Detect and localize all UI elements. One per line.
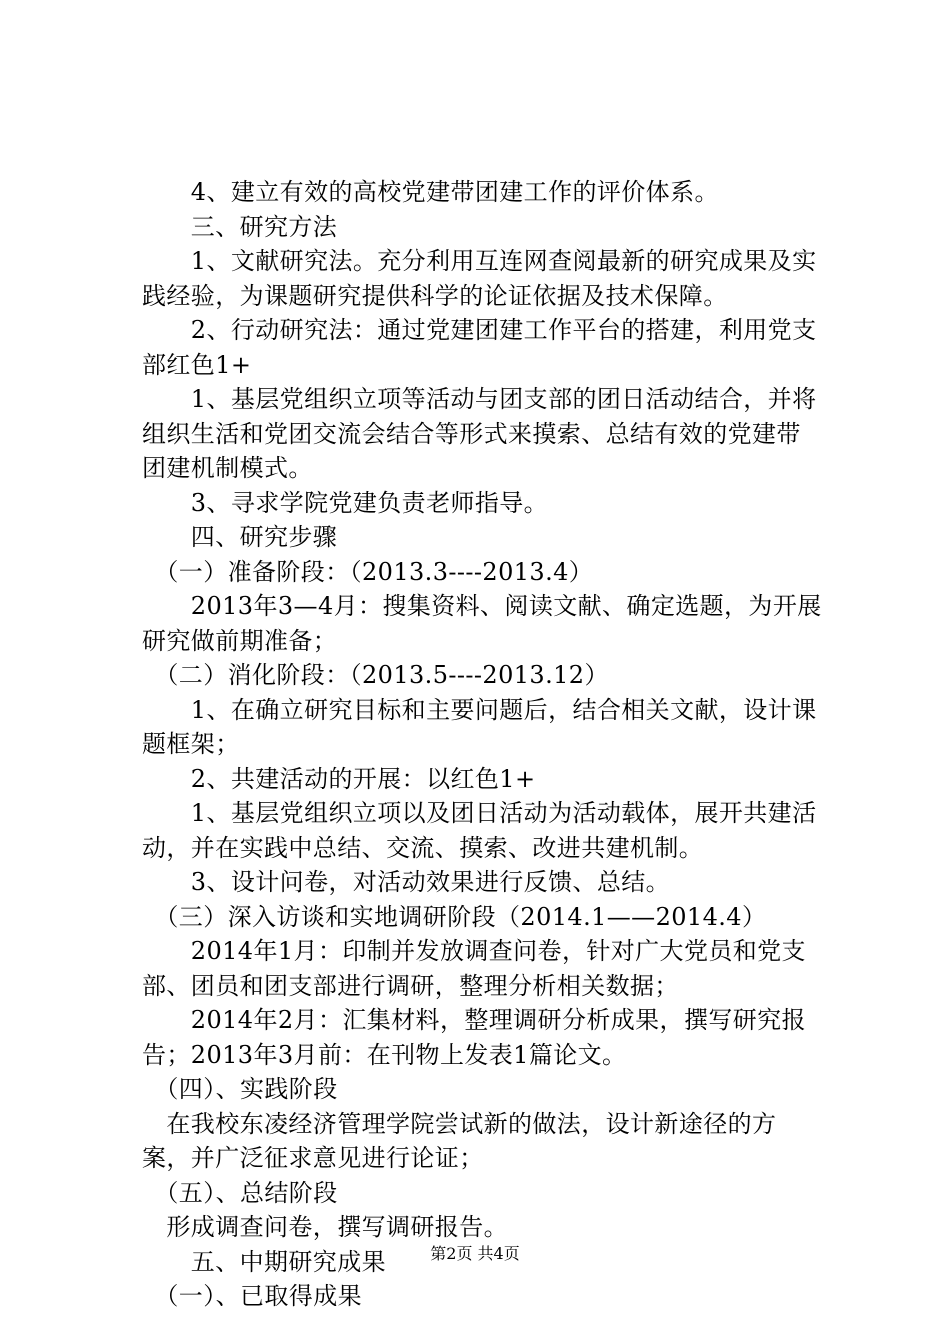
- subsection-heading: （一）、已取得成果: [142, 1282, 362, 1310]
- text-line: 践经验，为课题研究提供科学的论证依据及技术保障。: [142, 281, 728, 310]
- text-line: 部、团员和团支部进行调研，整理分析相关数据；: [142, 971, 679, 1000]
- text-line: 2014年1月：印制并发放调查问卷，针对广大党员和党支: [142, 937, 806, 965]
- text-line: 动，并在实践中总结、交流、摸索、改进共建机制。: [142, 833, 704, 862]
- subsection-heading: （一）准备阶段：（2013.3----2013.4）: [142, 557, 594, 586]
- text-line: 2、共建活动的开展：以红色1+: [142, 764, 536, 793]
- text-line: 4、建立有效的高校党建带团建工作的评价体系。: [142, 178, 719, 206]
- text-line: 组织生活和党团交流会结合等形式来摸索、总结有效的党建带: [142, 419, 801, 448]
- subsection-heading: （四）、实践阶段: [142, 1075, 338, 1103]
- text-line: 告；2013年3月前：在刊物上发表1篇论文。: [142, 1040, 627, 1069]
- text-line: 研究做前期准备；: [142, 626, 338, 655]
- text-line: 3、寻求学院党建负责老师指导。: [142, 488, 549, 517]
- subsection-heading: （二）消化阶段：（2013.5----2013.12）: [142, 661, 609, 689]
- text-line: 2、行动研究法：通过党建团建工作平台的搭建，利用党支: [142, 316, 817, 344]
- text-line: 2014年2月：汇集材料，整理调研分析成果，撰写研究报: [142, 1006, 806, 1034]
- section-heading: 四、研究步骤: [142, 523, 338, 551]
- text-line: 团建机制模式。: [142, 454, 313, 482]
- text-line: 案，并广泛征求意见进行论证；: [142, 1144, 484, 1172]
- text-line: 形成调查问卷，撰写调研报告。: [142, 1213, 508, 1241]
- subsection-heading: （五）、总结阶段: [142, 1178, 338, 1207]
- section-heading: 三、研究方法: [142, 212, 338, 241]
- text-line: 1、文献研究法。充分利用互连网查阅最新的研究成果及实: [142, 247, 817, 275]
- subsection-heading: （三）深入访谈和实地调研阶段（2014.1——2014.4）: [142, 902, 767, 931]
- text-line: 1、基层党组织立项以及团日活动为活动载体，展开共建活: [142, 799, 817, 827]
- text-line: 1、基层党组织立项等活动与团支部的团日活动结合，并将: [142, 385, 817, 413]
- text-line: 3、设计问卷，对活动效果进行反馈、总结。: [142, 868, 671, 896]
- text-line: 1、在确立研究目标和主要问题后，结合相关文献，设计课: [142, 695, 817, 724]
- text-line: 2013年3—4月：搜集资料、阅读文献、确定选题，为开展: [142, 592, 822, 620]
- section-heading: 五、中期研究成果: [142, 1247, 386, 1276]
- text-line: 题框架；: [142, 730, 240, 758]
- text-line: 在我校东凌经济管理学院尝试新的做法，设计新途径的方: [142, 1109, 777, 1138]
- document-body: [142, 175, 832, 1314]
- text-line: 部红色1+: [142, 350, 252, 379]
- page-number-footer: 第2页 共4页: [430, 1244, 520, 1263]
